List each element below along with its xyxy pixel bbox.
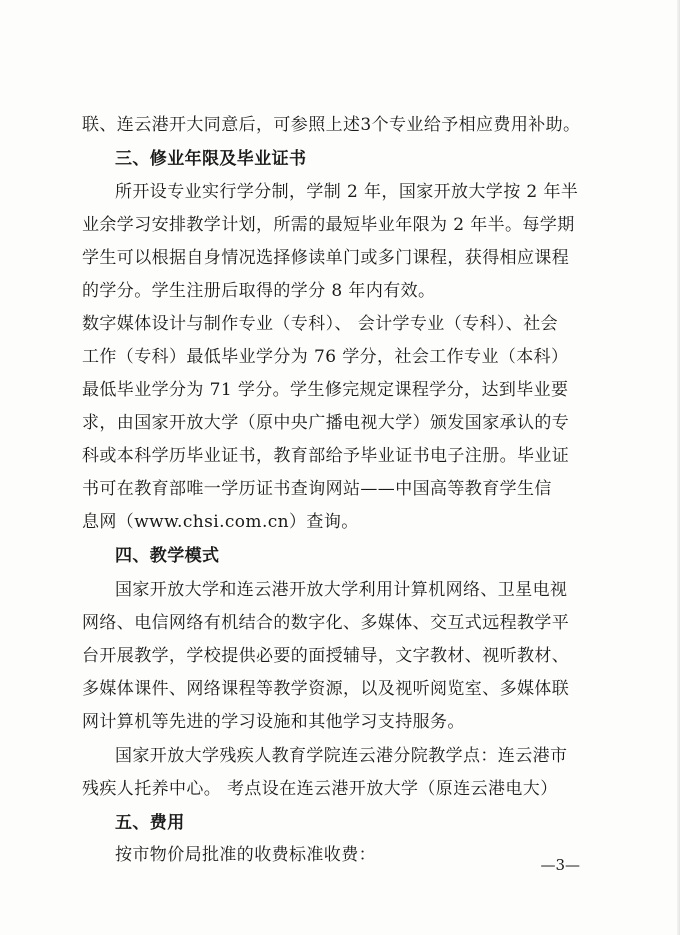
text-line: 业余学习安排教学计划，所需的最短毕业年限为 2 年半。每学期: [82, 215, 575, 235]
text-line: 数字媒体设计与制作专业（专科）、 会计学专业（专科）、社会: [82, 314, 559, 334]
text-line: 残疾人托养中心。 考点设在连云港开放大学（原连云港电大）: [82, 779, 558, 799]
section-heading-4: 四、教学模式: [115, 546, 220, 566]
text-line: 学生可以根据自身情况选择修读单门或多门课程，获得相应课程: [82, 248, 570, 268]
text-line: 科或本科学历毕业证书，教育部给予毕业证书电子注册。毕业证: [82, 446, 570, 466]
section-heading-5: 五、费用: [115, 813, 185, 833]
text-line: 所开设专业实行学分制，学制 2 年，国家开放大学按 2 年半: [115, 182, 579, 202]
text-line: 联、连云港开大同意后，可参照上述3个专业给予相应费用补助。: [82, 115, 581, 135]
page-number: —3—: [540, 856, 580, 874]
text-line: 台开展教学，学校提供必要的面授辅导，文字教材、视听教材、: [82, 646, 570, 666]
text-line: 国家开放大学和连云港开放大学利用计算机网络、卫星电视: [115, 580, 568, 600]
text-line: 工作（专科）最低毕业学分为 76 学分，社会工作专业（本科）: [82, 347, 569, 367]
text-line: 求，由国家开放大学（原中央广播电视大学）颁发国家承认的专: [82, 413, 570, 433]
text-line: 息网（www.chsi.com.cn）查询。: [82, 512, 359, 532]
text-line: 网络、电信网络有机结合的数字化、多媒体、交互式远程教学平: [82, 613, 570, 633]
text-line: 书可在教育部唯一学历证书查询网站——中国高等教育学生信: [82, 479, 552, 499]
text-line: 国家开放大学残疾人教育学院连云港分院教学点：连云港市: [115, 746, 568, 766]
section-heading-3: 三、修业年限及毕业证书: [115, 149, 307, 169]
text-line: 的学分。学生注册后取得的学分 8 年内有效。: [82, 281, 436, 301]
text-line: 网计算机等先进的学习设施和其他学习支持服务。: [82, 712, 465, 732]
text-line: 多媒体课件、网络课程等教学资源，以及视听阅览室、多媒体联: [82, 679, 570, 699]
text-line: 按市物价局批准的收费标准收费：: [115, 845, 376, 865]
text-line: 最低毕业学分为 71 学分。学生修完规定课程学分，达到毕业要: [82, 380, 569, 400]
